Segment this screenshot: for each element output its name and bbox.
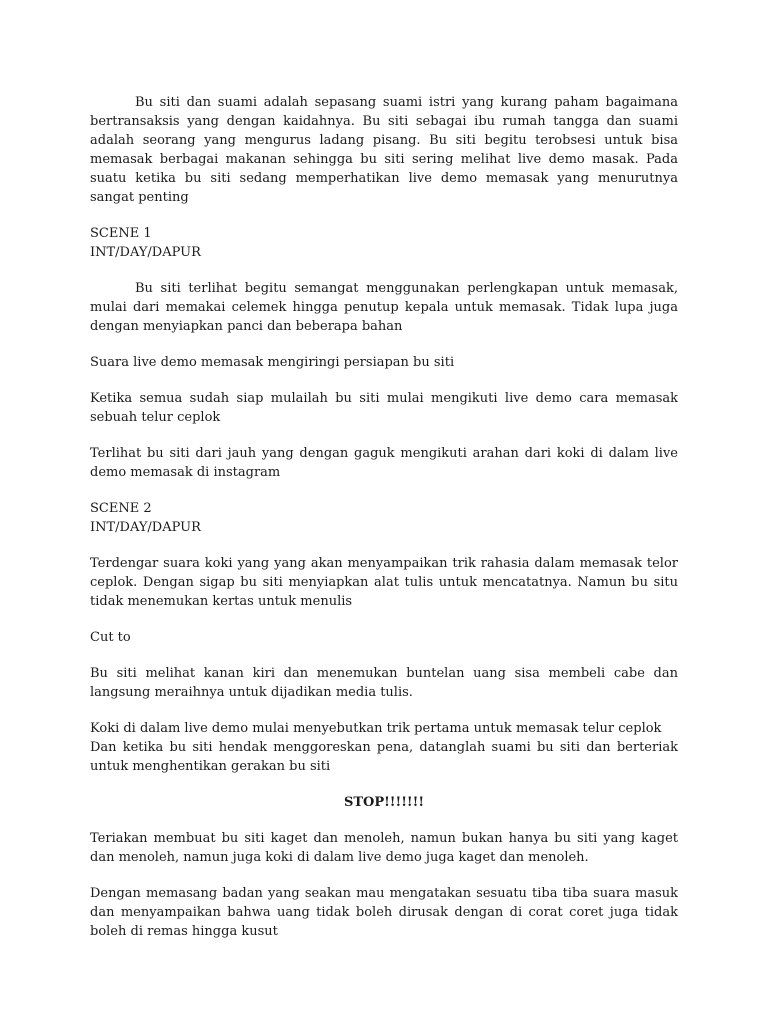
scene-2-paragraph-1: Terdengar suara koki yang yang akan menyampaikan trik rahasia dalam memasak telor ceplok. Dengan sigap bu siti menyiapkan alat tulis untuk mencatatnya. Namun bu situ tidak menemukan kertas untuk menulis: [90, 556, 678, 609]
scene-2-title: SCENE 2: [90, 501, 152, 516]
scene-1-paragraph-3: Ketika semua sudah siap mulailah bu siti mulai mengikuti live demo cara memasak sebuah telur ceplok: [90, 391, 678, 425]
scene-2-paragraph-4a: Koki di dalam live demo mulai menyebutkan trik pertama untuk memasak telur ceplok: [90, 721, 662, 736]
scene-2-location: INT/DAY/DAPUR: [90, 520, 201, 535]
scene-2-paragraph-2: Cut to: [90, 630, 131, 645]
scene-1-paragraph-4: Terlihat bu siti dari jauh yang dengan gaguk mengikuti arahan dari koki di dalam live demo memasak di instagram: [90, 446, 678, 480]
scene-2-paragraph-5: Teriakan membuat bu siti kaget dan menoleh, namun bukan hanya bu siti yang kaget dan menoleh, namun juga koki di dalam live demo juga kaget dan menoleh.: [90, 831, 678, 865]
scene-1-paragraph-2: Suara live demo memasak mengiringi persiapan bu siti: [90, 355, 455, 370]
scene-2-paragraph-3: Bu siti melihat kanan kiri dan menemukan buntelan uang sisa membeli cabe dan langsung meraihnya untuk dijadikan media tulis.: [90, 666, 678, 700]
scene-2-paragraph-4b: Dan ketika bu siti hendak menggoreskan pena, datanglah suami bu siti dan berteriak untuk menghentikan gerakan bu siti: [90, 740, 678, 774]
scene-1-location: INT/DAY/DAPUR: [90, 245, 201, 260]
scene-2-paragraph-6: Dengan memasang badan yang seakan mau mengatakan sesuatu tiba tiba suara masuk dan menyampaikan bahwa uang tidak boleh dirusak dengan di corat coret juga tidak boleh di remas hingga kusut: [90, 886, 678, 939]
scene-2-heading: [90, 499, 678, 537]
shout-line: STOP!!!!!!!: [343, 795, 425, 810]
scene-1-heading: [90, 224, 678, 262]
document-page: [90, 93, 678, 958]
intro-paragraph: Bu siti dan suami adalah sepasang suami istri yang kurang paham bagaimana bertransaksis yang dengan kaidahnya. Bu siti sebagai ibu rumah tangga dan suami adalah seorang yang mengurus ladang pisang. Bu siti begitu terobsesi untuk bisa memasak berbagai makanan sehingga bu siti sering melihat live demo masak. Pada suatu ketika bu siti sedang memperhatikan live demo memasak yang menurutnya sangat penting: [90, 95, 678, 205]
scene-1-title: SCENE 1: [90, 226, 152, 241]
scene-1-paragraph-1: Bu siti terlihat begitu semangat menggunakan perlengkapan untuk memasak, mulai dari memakai celemek hingga penutup kepala untuk memasak. Tidak lupa juga dengan menyiapkan panci dan beberapa bahan: [90, 281, 678, 334]
